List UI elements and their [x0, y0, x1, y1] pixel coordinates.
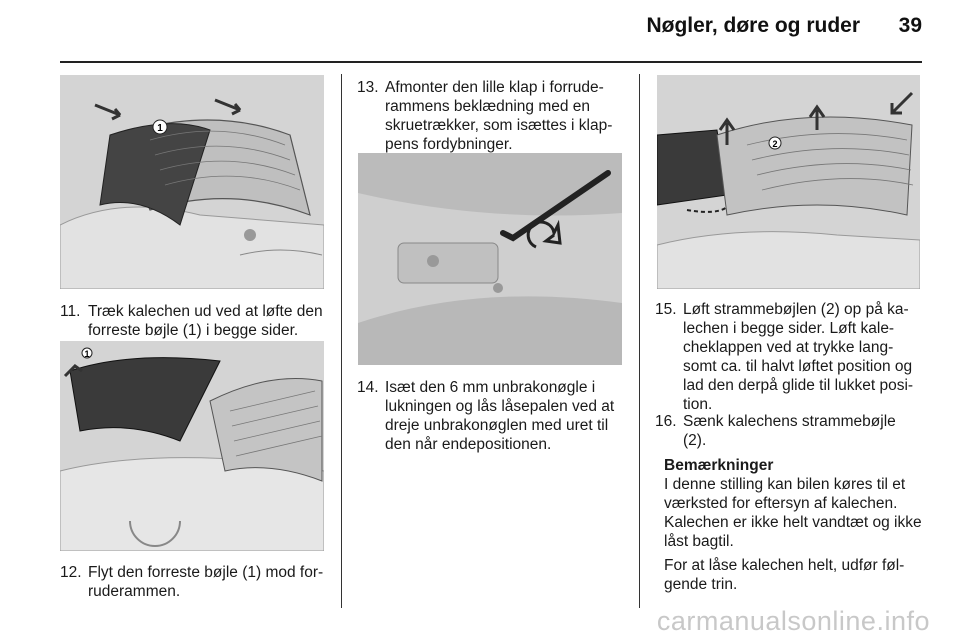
step-13	[357, 78, 625, 154]
note-title: Bemærkninger	[664, 457, 774, 474]
step-number: 13.	[357, 79, 379, 96]
step-number: 16.	[655, 413, 677, 430]
step-text: Isæt den 6 mm unbrakonøgle i lukningen og lås låsepalen ved at dreje unbrakonøglen med uret til den når endepositionen.	[385, 379, 615, 453]
step-text: Flyt den forreste bøjle (1) mod for-ruderammen.	[88, 564, 324, 600]
step-text: Sænk kalechens strammebøjle (2).	[683, 413, 896, 449]
step-number: 14.	[357, 379, 379, 396]
step-number: 15.	[655, 301, 677, 318]
step-12	[60, 563, 328, 601]
note-block	[664, 456, 924, 594]
figure-illustration-tension-bow	[657, 75, 920, 289]
column-divider-1	[341, 74, 342, 608]
step-number: 11.	[60, 303, 81, 320]
figure-tension-bow-lift	[657, 75, 920, 289]
step-11	[60, 302, 328, 340]
figure-illustration-roof-move	[60, 341, 324, 551]
step-14	[357, 378, 627, 454]
figure-callout-1: 1	[84, 349, 90, 359]
footer-watermark: carmanualsonline.info	[656, 606, 930, 636]
step-text: Afmonter den lille klap i forrude-rammens beklædning med en skruetrækker, som isættes i klap-pens fordybninger.	[385, 79, 613, 153]
figure-illustration-hex-key	[358, 153, 622, 365]
page-title: Nøgler, døre og ruder	[646, 14, 860, 37]
step-text: Træk kalechen ud ved at løfte den forreste bøjle (1) i begge sider.	[88, 303, 323, 339]
figure-callout-2: 2	[772, 139, 778, 149]
figure-illustration-roof-lift	[60, 75, 324, 289]
note-paragraph-2: For at låse kalechen helt, udfør føl-gende trin.	[664, 557, 905, 593]
page-number: 39	[898, 14, 922, 37]
column-divider-2	[639, 74, 640, 608]
note-paragraph-1: I denne stilling kan bilen køres til et værksted for eftersyn af kalechen. Kalechen er ikke helt vandtæt og ikke låst bagtil.	[664, 476, 922, 550]
step-16	[655, 412, 923, 450]
figure-roof-lift-front-bow	[60, 75, 324, 289]
figure-hex-key-closeup	[358, 153, 622, 365]
figure-callout-1: 1	[157, 123, 163, 134]
step-number: 12.	[60, 564, 82, 581]
step-15	[655, 300, 923, 414]
figure-roof-move-to-frame	[60, 341, 324, 551]
step-text: Løft strammebøjlen (2) op på ka-lechen i begge sider. Løft kale-cheklappen ved at trykke lang-somt ca. til halvt løftet position og lad den derpå glide til lukket posi-tion.	[683, 301, 914, 413]
header-divider	[60, 61, 922, 63]
